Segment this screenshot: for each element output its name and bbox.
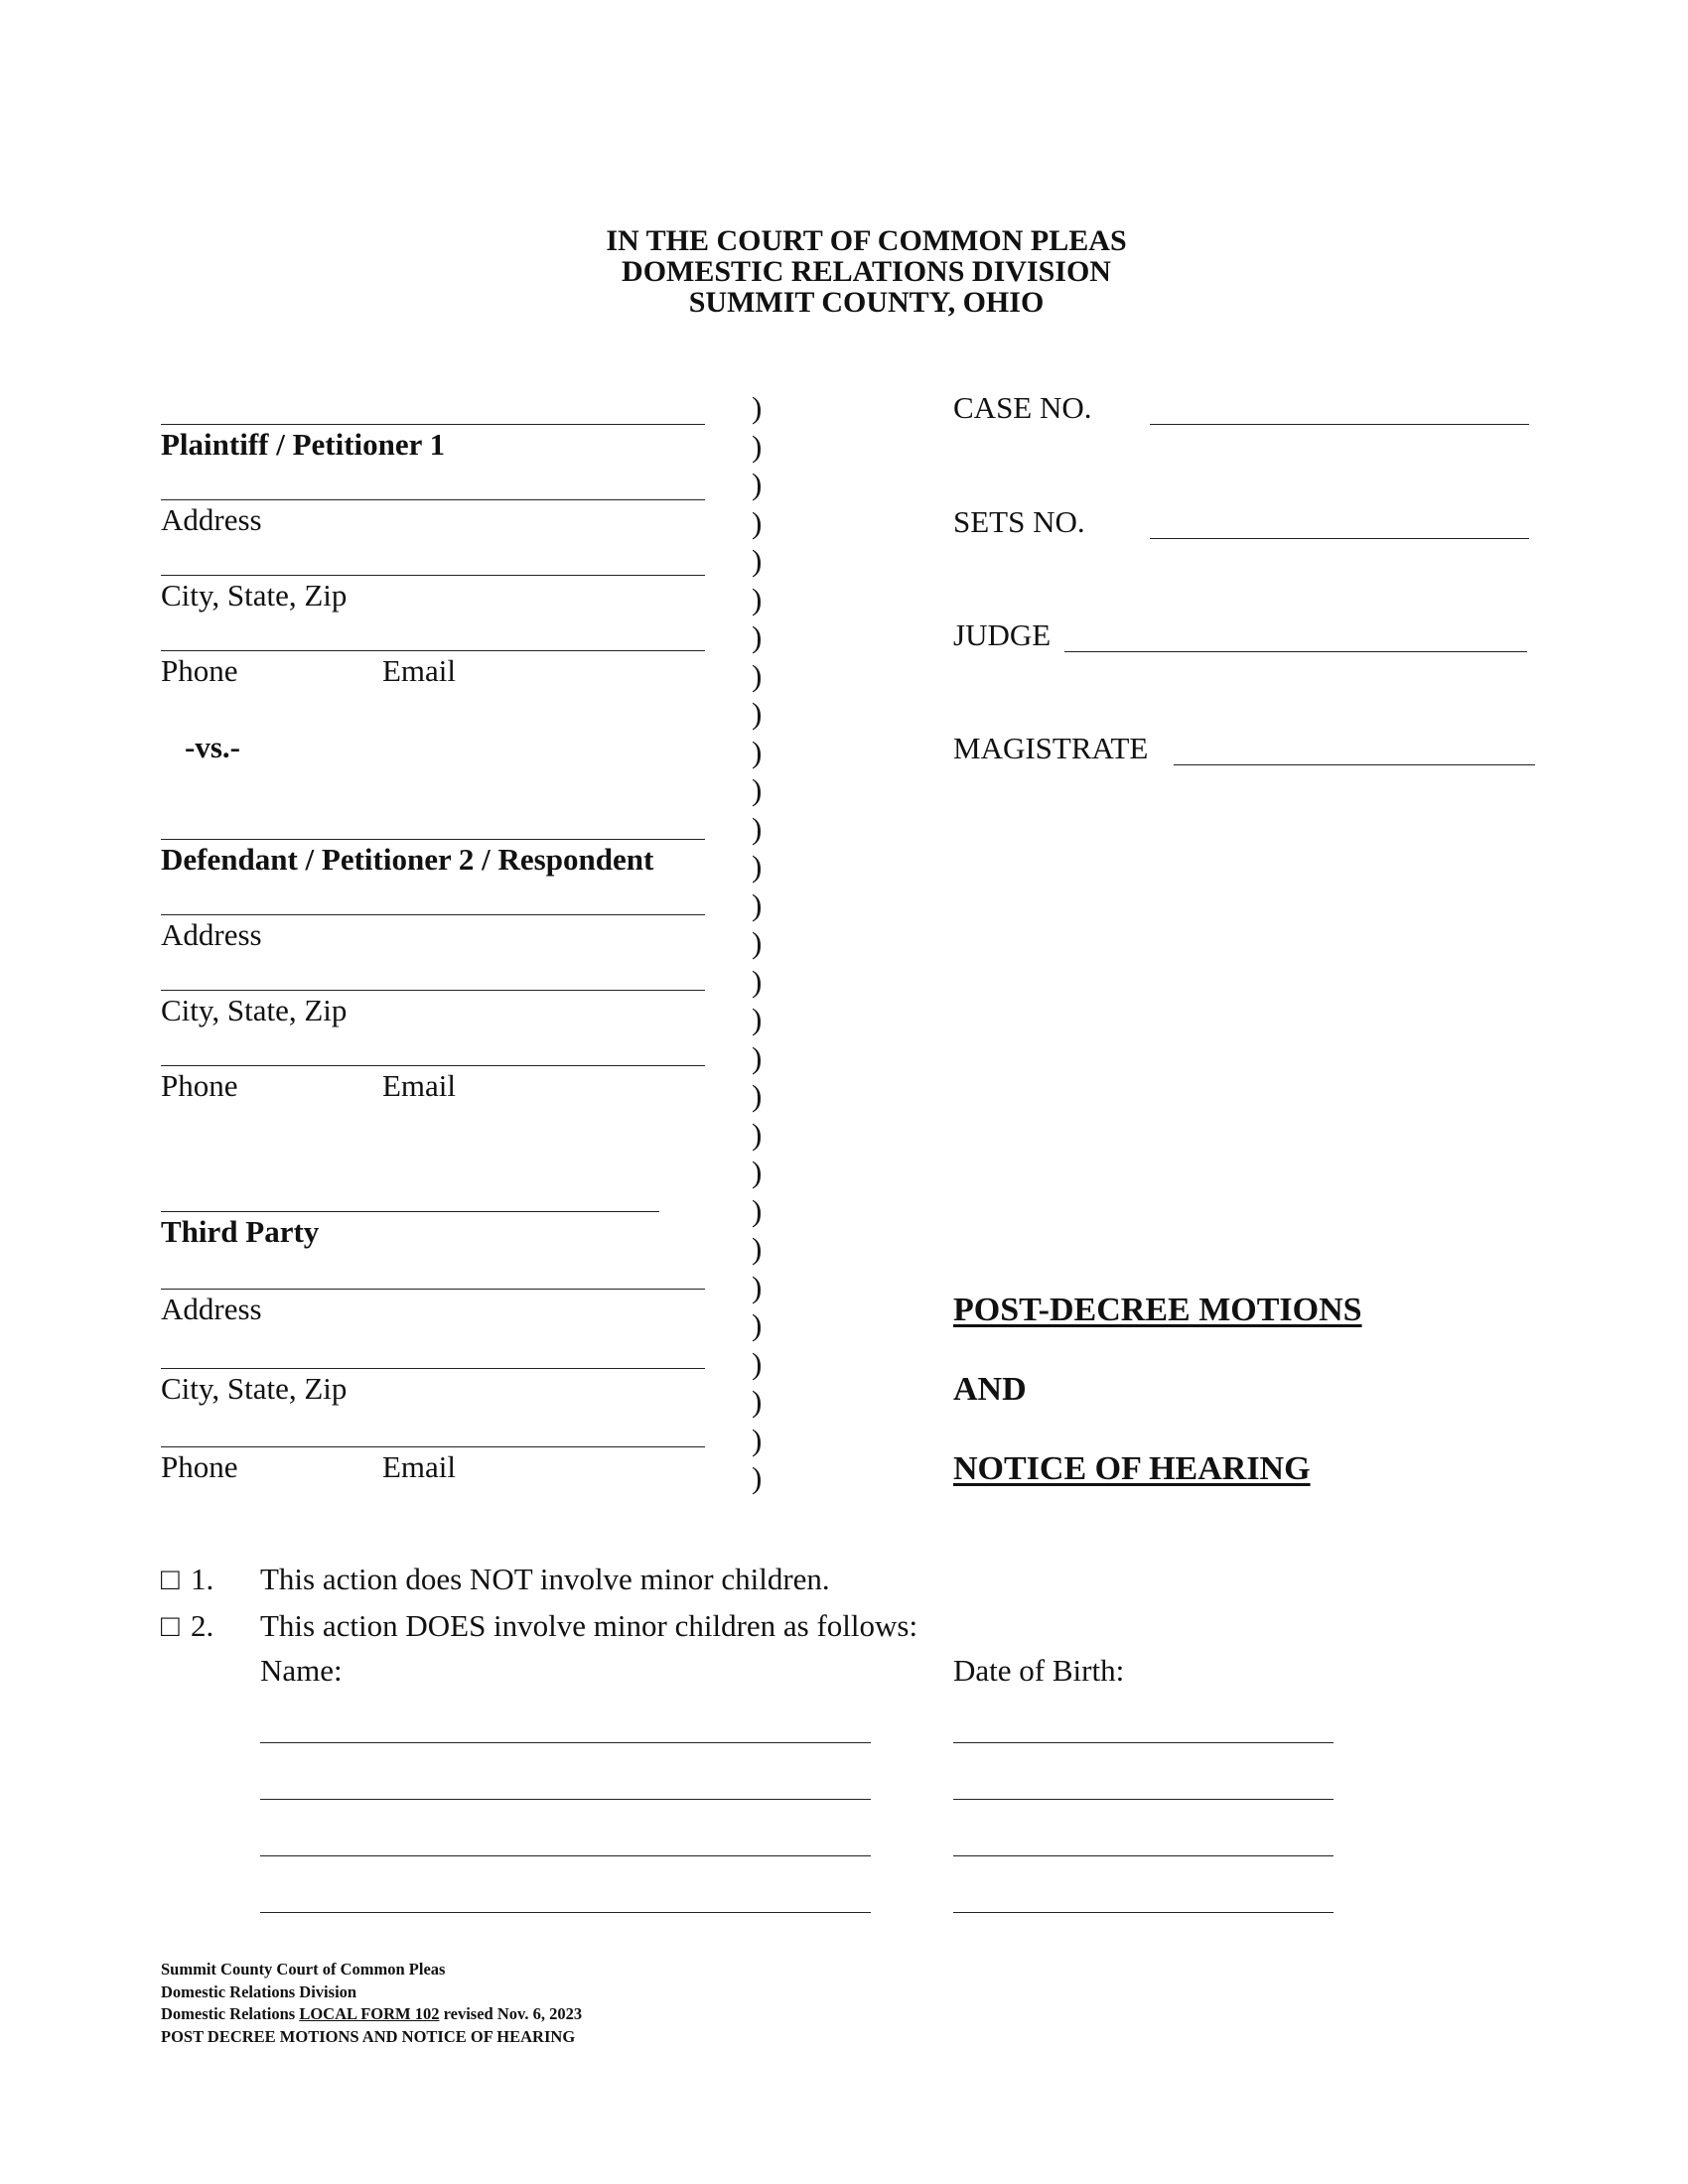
footer-form-line (161, 2003, 582, 2026)
caption-paren: ) (752, 1192, 763, 1228)
caption-paren: ) (752, 1116, 763, 1152)
caption-paren: ) (752, 1002, 763, 1036)
caption-paren: ) (752, 1384, 763, 1419)
footer-form-prefix: Domestic Relations (161, 2004, 296, 2023)
defendant-name-line[interactable] (161, 839, 705, 840)
footer-form-title: POST DECREE MOTIONS AND NOTICE OF HEARING (161, 2026, 576, 2046)
plaintiff-email-label: Email (382, 653, 457, 688)
caption-paren: ) (752, 428, 763, 464)
caption-paren: ) (752, 1460, 763, 1495)
form-title-notice: NOTICE OF HEARING (953, 1450, 1311, 1487)
caption-paren: ) (752, 925, 763, 960)
defendant-address-label: Address (161, 917, 262, 952)
defendant-city-label: City, State, Zip (161, 993, 348, 1027)
form-title-motions: POST-DECREE MOTIONS (953, 1292, 1362, 1328)
defendant-title: Defendant / Petitioner 2 / Respondent (161, 842, 654, 877)
defendant-phone-line[interactable] (161, 1065, 705, 1066)
child-dob-line-3[interactable] (953, 1855, 1334, 1856)
option-1-number: 1. (191, 1562, 214, 1596)
third-party-phone-line[interactable] (161, 1446, 705, 1447)
caption-paren: ) (752, 887, 763, 922)
footer (161, 1959, 582, 2048)
child-dob-line-2[interactable] (953, 1799, 1334, 1800)
defendant-phone-label: Phone (161, 1068, 238, 1103)
child-name-line-4[interactable] (260, 1912, 871, 1913)
defendant-city-line[interactable] (161, 990, 705, 991)
caption-paren: ) (752, 1155, 763, 1189)
defendant-email-label: Email (382, 1068, 457, 1103)
caption-paren: ) (752, 734, 763, 769)
caption-paren: ) (752, 1078, 763, 1113)
footer-division: Domestic Relations Division (161, 1981, 357, 2001)
third-party-city-label: City, State, Zip (161, 1371, 348, 1406)
plaintiff-city-label: City, State, Zip (161, 578, 348, 613)
third-party-city-line[interactable] (161, 1368, 705, 1369)
third-party-title: Third Party (161, 1214, 320, 1249)
court-division: DOMESTIC RELATIONS DIVISION (622, 255, 1111, 288)
child-name-line-1[interactable] (260, 1742, 871, 1743)
caption-paren: ) (752, 963, 763, 999)
plaintiff-address-line[interactable] (161, 499, 705, 500)
form-title-and: AND (953, 1371, 1027, 1408)
footer-form-number: LOCAL FORM 102 (299, 2004, 440, 2023)
child-name-line-3[interactable] (260, 1855, 871, 1856)
defendant-address-line[interactable] (161, 914, 705, 915)
caption-paren: ) (752, 696, 763, 731)
court-header (0, 225, 1688, 318)
plaintiff-title: Plaintiff / Petitioner 1 (161, 427, 446, 462)
option-2-checkbox[interactable]: □ (161, 1608, 180, 1643)
third-party-address-line[interactable] (161, 1289, 705, 1290)
case-no-label: CASE NO. (953, 390, 1092, 425)
option-2-text: This action DOES involve minor children as follows: (260, 1608, 918, 1643)
caption-paren: ) (752, 849, 763, 884)
versus-label: -vs.- (185, 730, 240, 764)
third-party-address-label: Address (161, 1292, 262, 1326)
judge-label: JUDGE (953, 617, 1052, 652)
caption-divider (752, 389, 772, 1498)
child-dob-line-4[interactable] (953, 1912, 1334, 1913)
caption-paren: ) (752, 390, 763, 425)
third-party-phone-label: Phone (161, 1449, 238, 1484)
child-dob-header: Date of Birth: (953, 1653, 1125, 1688)
magistrate-line[interactable] (1174, 764, 1535, 765)
caption-paren: ) (752, 1422, 763, 1457)
option-1-text: This action does NOT involve minor children. (260, 1562, 830, 1596)
caption-paren: ) (752, 467, 763, 501)
third-party-email-label: Email (382, 1449, 457, 1484)
court-name: IN THE COURT OF COMMON PLEAS (606, 224, 1127, 257)
caption-paren: ) (752, 1039, 763, 1075)
sets-no-label: SETS NO. (953, 504, 1085, 539)
caption-paren: ) (752, 581, 763, 616)
caption-paren: ) (752, 504, 763, 540)
child-name-header: Name: (260, 1653, 343, 1688)
sets-no-line[interactable] (1150, 538, 1529, 539)
case-no-line[interactable] (1150, 424, 1529, 425)
caption-paren: ) (752, 810, 763, 846)
plaintiff-name-line[interactable] (161, 424, 705, 425)
caption-paren: ) (752, 1269, 763, 1304)
plaintiff-phone-label: Phone (161, 653, 238, 688)
caption-paren: ) (752, 657, 763, 693)
plaintiff-address-label: Address (161, 502, 262, 537)
plaintiff-phone-line[interactable] (161, 650, 705, 651)
footer-court: Summit County Court of Common Pleas (161, 1960, 446, 1979)
magistrate-label: MAGISTRATE (953, 731, 1149, 765)
caption-paren: ) (752, 1231, 763, 1266)
caption-paren: ) (752, 1345, 763, 1381)
caption-paren: ) (752, 619, 763, 654)
third-party-name-line[interactable] (161, 1211, 659, 1212)
caption-paren: ) (752, 772, 763, 807)
option-2-number: 2. (191, 1608, 214, 1643)
footer-form-revised: revised Nov. 6, 2023 (443, 2004, 583, 2023)
child-name-line-2[interactable] (260, 1799, 871, 1800)
child-dob-line-1[interactable] (953, 1742, 1334, 1743)
court-county: SUMMIT COUNTY, OHIO (688, 286, 1045, 319)
caption-paren: ) (752, 543, 763, 578)
plaintiff-city-line[interactable] (161, 575, 705, 576)
caption-paren: ) (752, 1307, 763, 1342)
judge-line[interactable] (1064, 651, 1527, 652)
option-1-checkbox[interactable]: □ (161, 1562, 180, 1596)
